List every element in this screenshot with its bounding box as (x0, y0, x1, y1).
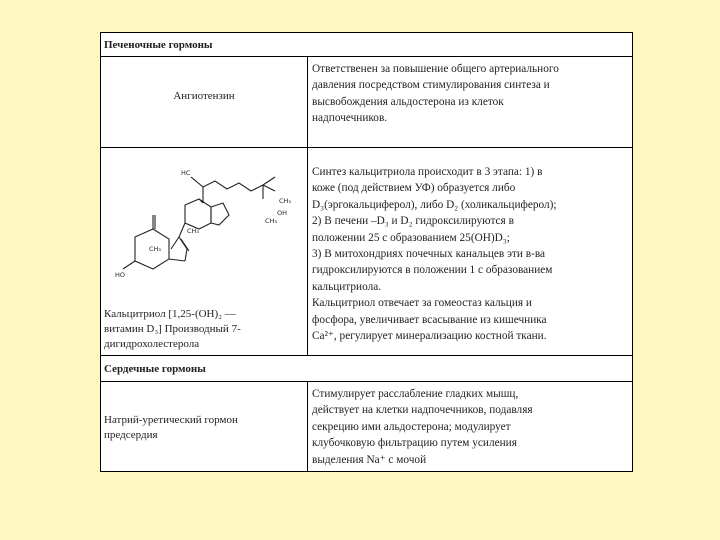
structure-label: CH₃ (279, 197, 292, 205)
hormone-description-calcitriol: Синтез кальцитриола происходит в 3 этапа: 1) в коже (под действием УФ) образуется либо D₃(эргокальциферол), либо D₂ (холикальциферол); 2) В печени –D₃ и D₂ гидроксилируются в положении 25 с образованием 25(OH)D₃; 3) В митохондриях почечных канальцев эти в-ва гидроксилируются в положении 1 с образованием кальцитриола. Кальцитриол отвечает за гомеостаз кальция и фосфора, увеличивает всасывание из кишечника Ca²⁺, регулирует минерализацию костной ткани. (312, 166, 557, 343)
column-divider (307, 56, 308, 355)
hormone-description-anp: Стимулирует расслабление гладких мышц, действует на клетки надпочечников, подавляя секрецию ими альдостерона; модулирует клубочковую фильтрацию путем усиления выделения Na⁺ с мочой (312, 388, 533, 466)
divider (101, 355, 632, 356)
structure-label: HO (115, 271, 126, 279)
hormone-name-angiotensin: Ангиотензин (173, 90, 235, 102)
divider (101, 147, 632, 148)
hormone-table (100, 32, 633, 472)
column-divider (307, 381, 308, 472)
structure-label: CH₃ (265, 217, 278, 225)
section-title-heart: Сердечные гормоны (104, 363, 206, 375)
hormone-name-calcitriol: Кальцитриол [1,25-(OH)₂ — витамин D₃] Производный 7- дигидрохолестерола (104, 308, 241, 350)
calcitriol-structure-image (115, 165, 305, 295)
divider (101, 56, 632, 57)
structure-label: CH₃ (149, 245, 162, 253)
hormone-description-angiotensin: Ответственен за повышение общего артериального давления посредством стимулирования синтеза и высвобождения альдостерона из клеток надпочечников. (312, 63, 559, 125)
structure-label: OH (277, 209, 288, 217)
structure-label: HC (181, 169, 191, 177)
hormone-name-anp: Натрий-уретический гормон предсердия (104, 414, 238, 441)
structure-label: CH₃ (187, 227, 200, 235)
divider (101, 381, 632, 382)
section-title-liver: Печеночные гормоны (104, 39, 213, 51)
